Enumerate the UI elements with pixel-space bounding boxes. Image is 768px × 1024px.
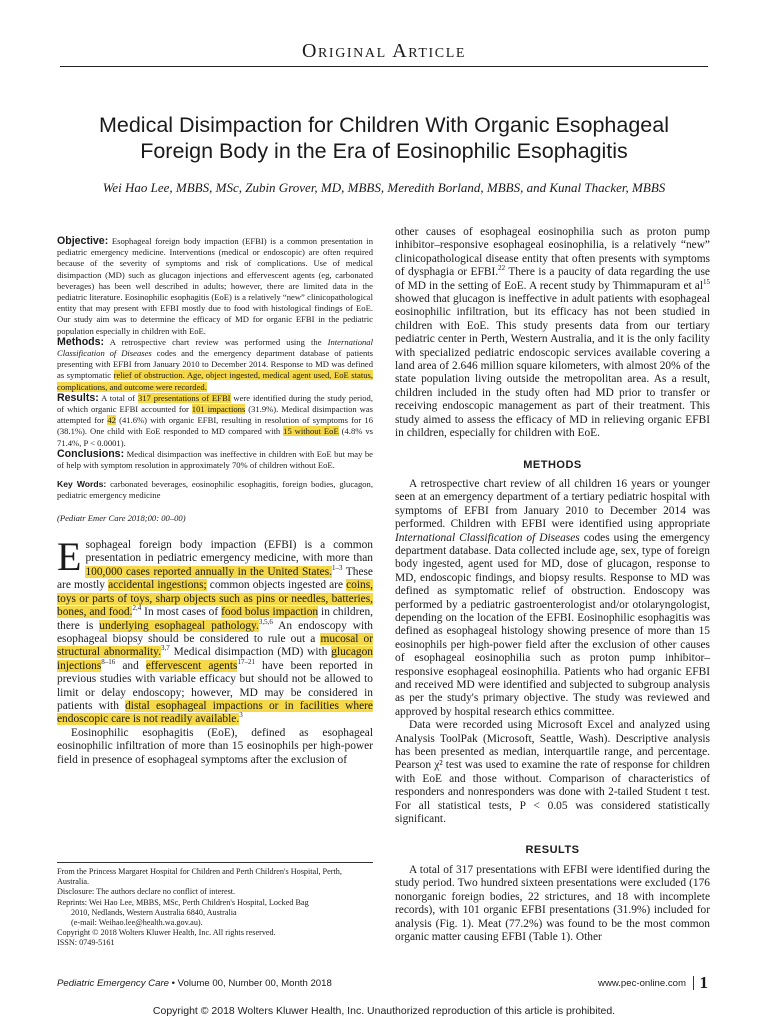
intro-text: and — [115, 659, 146, 672]
footnote-rule — [57, 862, 373, 863]
keywords — [57, 479, 373, 501]
keywords-label: Key Words: — [57, 479, 107, 490]
copyright-banner: Copyright © 2018 Wolters Kluwer Health, Inc. Unauthorized reproduction of this article is prohibited. — [152, 1005, 616, 1017]
intro-text: These are mostly — [57, 565, 373, 592]
footnotes — [57, 867, 373, 949]
methods-icd: International Classification of Diseases — [57, 336, 373, 359]
results-paragraph-1: A total of 317 presentations with EFBI were identified during the study period. Two hundred sixteen presentations were excluded (176 nonorganic foreign bodies, 22 strictures, and 18 with incomplete records), with 101 organic EFBI presentations (31.9%) included for analysis (Fig. 1). Meat (77.2%) was found to be the most common organic matter causing EFBI (Table 1). Other — [395, 863, 710, 943]
footer-divider — [693, 976, 694, 990]
results-text: A total of — [98, 392, 138, 403]
conclusions-text: Medical disimpaction was ineffective in children with EoE but may be of help with symptom resolution in approximately 70% of children without EoE. — [57, 448, 373, 471]
methods-heading: METHODS — [523, 458, 582, 471]
highlight: 317 presentations of EFBI — [137, 392, 231, 403]
highlight: mucosal or structural abnormality. — [57, 632, 373, 659]
reprints-email: (e-mail: Weihao.lee@health.wa.gov.au). — [71, 918, 203, 928]
body-text: codes using the emergency department database. Data collected include age, sex, type of foreign body ingested, agent used for MD, dose of glucagon, response to MD, endoscopic findings, and biopsy results. Response to MD was defined as symptomatic relief of obstruction. Endoscopy was performed by a pediatric gastroenterologist and/or otolaryngologist, depending on the location of the EFBI. Eosinophilic esophagitis was defined as esophageal histology showing presence of more than 15 eosinophils per high-power field after the exclusion of other causes of esophageal eosinophilia such as proton pump inhibitor–responsive esophageal eosinophilia. Patients who had organic EFBI and received MD were identified and subjected to subgroup analysis as per the study's primary objective. The study was reviewed and approved by hospital research ethics committee. — [395, 531, 710, 718]
methods-label: Methods: — [57, 335, 105, 348]
objective-text: Esophageal foreign body impaction (EFBI) is a common presentation in pediatric emergency medicine. Interventions (medical or endoscopic) are often required because of the severity of symptoms and risk of complications. Use of medical disimpaction (MD) such as glucagon injections and effervescent agents (eg, carbonated beverages) has been well described in adults; however, there are limited data in the pediatric literature. Eosinophilic esophagitis (EoE) is a relatively “new” clinicopathological entity that may present with EFBI mostly due to food with histological findings of EoE. Our study aim was to determine the efficacy of MD for organic EFBI in the pediatric population especially in children with EoE. — [57, 236, 373, 336]
intro-paragraph-2: Eosinophilic esophagitis (EoE), defined as esophageal eosinophilic infiltration of more than 15 eosinophils per high-power field in presence of esophageal symptoms after the exclusion of — [57, 726, 373, 766]
intro-paragraph-1 — [57, 534, 374, 727]
results-text: were identified during the study period, of which organic EFBI accounted for — [57, 392, 373, 415]
results-heading: RESULTS — [525, 844, 580, 857]
affiliation: From the Princess Margaret Hospital for Children and Perth Children's Hospital, Perth, Australia. — [57, 867, 342, 887]
ref-sup: 17–21 — [237, 657, 255, 666]
journal-website-link[interactable]: www.pec-online.com — [598, 978, 686, 989]
article-title — [40, 112, 728, 164]
volume-info: • Volume 00, Number 00, Month 2018 — [168, 978, 332, 989]
introduction — [57, 534, 374, 767]
highlight: 15 without EoE — [283, 426, 339, 437]
journal-info — [57, 978, 332, 989]
highlight: distal esophageal impactions or in facilities where endoscopic care is not readily available. — [57, 699, 373, 726]
intro-continuation — [395, 226, 710, 441]
reprints-line-1: Reprints: Wei Hao Lee, MBBS, MSc, Perth Children's Hospital, Locked Bag — [57, 897, 309, 907]
ref-sup: 8–16 — [101, 657, 116, 666]
results-text: (41.6%) with organic EFBI, resulting in resolution of symptoms for 16 (38.1%). One child with EoE responded to MD compared with — [57, 415, 373, 437]
abstract-methods — [57, 337, 373, 393]
highlight: glucagon injections — [57, 646, 374, 672]
section-label: Original Article — [301, 40, 467, 62]
title-line-2: Foreign Body in the Era of Eosinophilic Esophagitis — [140, 139, 628, 163]
highlight: 100,000 cases reported annually in the United States. — [85, 565, 332, 578]
results-label: Results: — [57, 391, 99, 404]
citation: (Pediatr Emer Care 2018;00: 00–00) — [57, 512, 186, 523]
highlight: effervescent agents — [145, 659, 238, 672]
methods-text-2: codes and the emergency department database of patients presenting with EFBI from January 2010 to December 2014. Response to MD was defined as symptomatic — [57, 348, 373, 381]
left-column — [57, 236, 373, 767]
author-list: Wei Hao Lee, MBBS, MSc, Zubin Grover, MD, MBBS, Meredith Borland, MBBS, and Kunal Thacker, MBBS — [102, 180, 666, 195]
intro-text: In most cases of — [141, 606, 222, 619]
results-text: (31.9%). Medical disimpaction was attempted for — [57, 404, 373, 426]
highlight: relief of obstruction. Age, object ingested, medical agent used, EoE status, complications, and outcome were recorded. — [57, 370, 373, 392]
highlight: 42 — [107, 415, 116, 426]
ref-sup: 3,7 — [161, 644, 170, 653]
intro-text: An endoscopy with esophageal biopsy should be considered to rule out a — [57, 619, 373, 645]
highlight: food bolus impaction — [221, 606, 319, 619]
abstract-conclusions — [57, 449, 373, 471]
page-footer — [57, 975, 708, 993]
abstract — [57, 236, 373, 471]
journal-name: Pediatric Emergency Care — [57, 978, 169, 989]
results-text: (4.8% vs 71.4%, P < 0.0001). — [57, 426, 373, 448]
ref-sup: 2,4 — [132, 604, 142, 613]
methods-paragraph-2: Data were recorded using Microsoft Excel and analyzed using Analysis ToolPak (Microsoft, Seattle, Wash). Descriptive analysis has been presented as median, interquartile range, and percentage. Pearson χ² test was used to examine the rate of response for children with EoE and those without. Comparison of characteristics of responders and nonresponders was done with 2-tailed Student t test. For all statistical tests, P < 0.05 was considered statistically significant. — [395, 719, 710, 826]
right-column — [395, 226, 710, 944]
abstract-objective — [57, 236, 373, 337]
icd-term: International Classification of Diseases — [395, 531, 580, 544]
copyright-note: Copyright © 2018 Wolters Kluwer Health, Inc. All rights reserved. — [57, 928, 276, 938]
body-text: showed that glucagon is ineffective in adult patients with esophageal eosinophilic infiltration, but its efficacy has not been studied in children with EoE. This study presents data from our tertiary pediatric center in Perth, Western Australia, and it is the only facility with specialized pediatric endoscopic services available covering a land area of 2.646 million square kilometers, with almost 20% of the state population living outside the metropolitan area. As a result, children included in the study often had MD prior to transfer or receiving endoscopic management as part of their treatment. This study aimed to assess the efficacy of MD in relieving organic EFBI in children, especially for children with EoE. — [395, 293, 710, 440]
drop-cap: E — [57, 534, 82, 580]
intro-text: common objects ingested are — [206, 579, 347, 592]
conclusions-label: Conclusions: — [57, 447, 125, 460]
ref-sup: 22 — [498, 264, 506, 273]
page-number: 1 — [699, 973, 708, 992]
highlight: 101 impactions — [191, 404, 246, 415]
objective-label: Objective: — [57, 235, 109, 247]
highlight: underlying esophageal pathology. — [99, 619, 259, 632]
highlight: coins, toys or parts of toys, sharp objects such as pins or needles, batteries, bones, and food. — [57, 579, 373, 619]
intro-text: have been reported in previous studies with variable efficacy but should not be allowed to limit or delay endoscopy; however, MD may be considered in patients with — [57, 659, 374, 712]
ref-sup: 1–3 — [332, 564, 343, 573]
intro-text: in children, there is — [57, 606, 373, 632]
methods-text: A retrospective chart review was performed using the — [104, 336, 328, 347]
highlight: accidental ingestions; — [108, 579, 207, 592]
ref-sup: 15 — [703, 277, 710, 286]
body-text: other causes of esophageal eosinophilia such as proton pump inhibitor–responsive esophageal eosinophilia, is a relatively “new” clinicopathological disease entity that often presents with symptoms of dysphagia or EFBI. — [395, 226, 710, 279]
body-text: A retrospective chart review of all children 16 years or younger seen at an emergency department of a tertiary pediatric hospital with symptoms of EFBI from January 2010 to December 2014 was performed. Children with EFBI were identified using appropriate — [395, 477, 710, 531]
intro-text: sophageal foreign body impaction (EFBI) is a common presentation in pediatric emergency medicine, with more than — [85, 539, 373, 565]
disclosure: Disclosure: The authors declare no conflict of interest. — [57, 887, 236, 897]
abstract-results — [57, 393, 373, 449]
title-line-1: Medical Disimpaction for Children With Organic Esophageal — [98, 113, 669, 137]
intro-text: Medical disimpaction (MD) with — [169, 646, 332, 659]
reprints-line-2: 2010, Nedlands, Western Australia 6840, Australia — [71, 907, 237, 917]
methods-paragraph-1 — [395, 478, 710, 719]
ref-sup: 3,5,6 — [258, 617, 273, 626]
body-text: There is a paucity of data regarding the use of MD in the setting of EoE. A recent study by Thimmapuram et al — [395, 266, 710, 292]
keywords-text: carbonated beverages, eosinophilic esophagitis, foreign bodies, glucagon, pediatric emergency medicine — [57, 479, 373, 501]
header-rule — [60, 66, 708, 67]
issn: ISSN: 0749-5161 — [57, 938, 115, 948]
ref-sup: 3 — [239, 711, 243, 720]
